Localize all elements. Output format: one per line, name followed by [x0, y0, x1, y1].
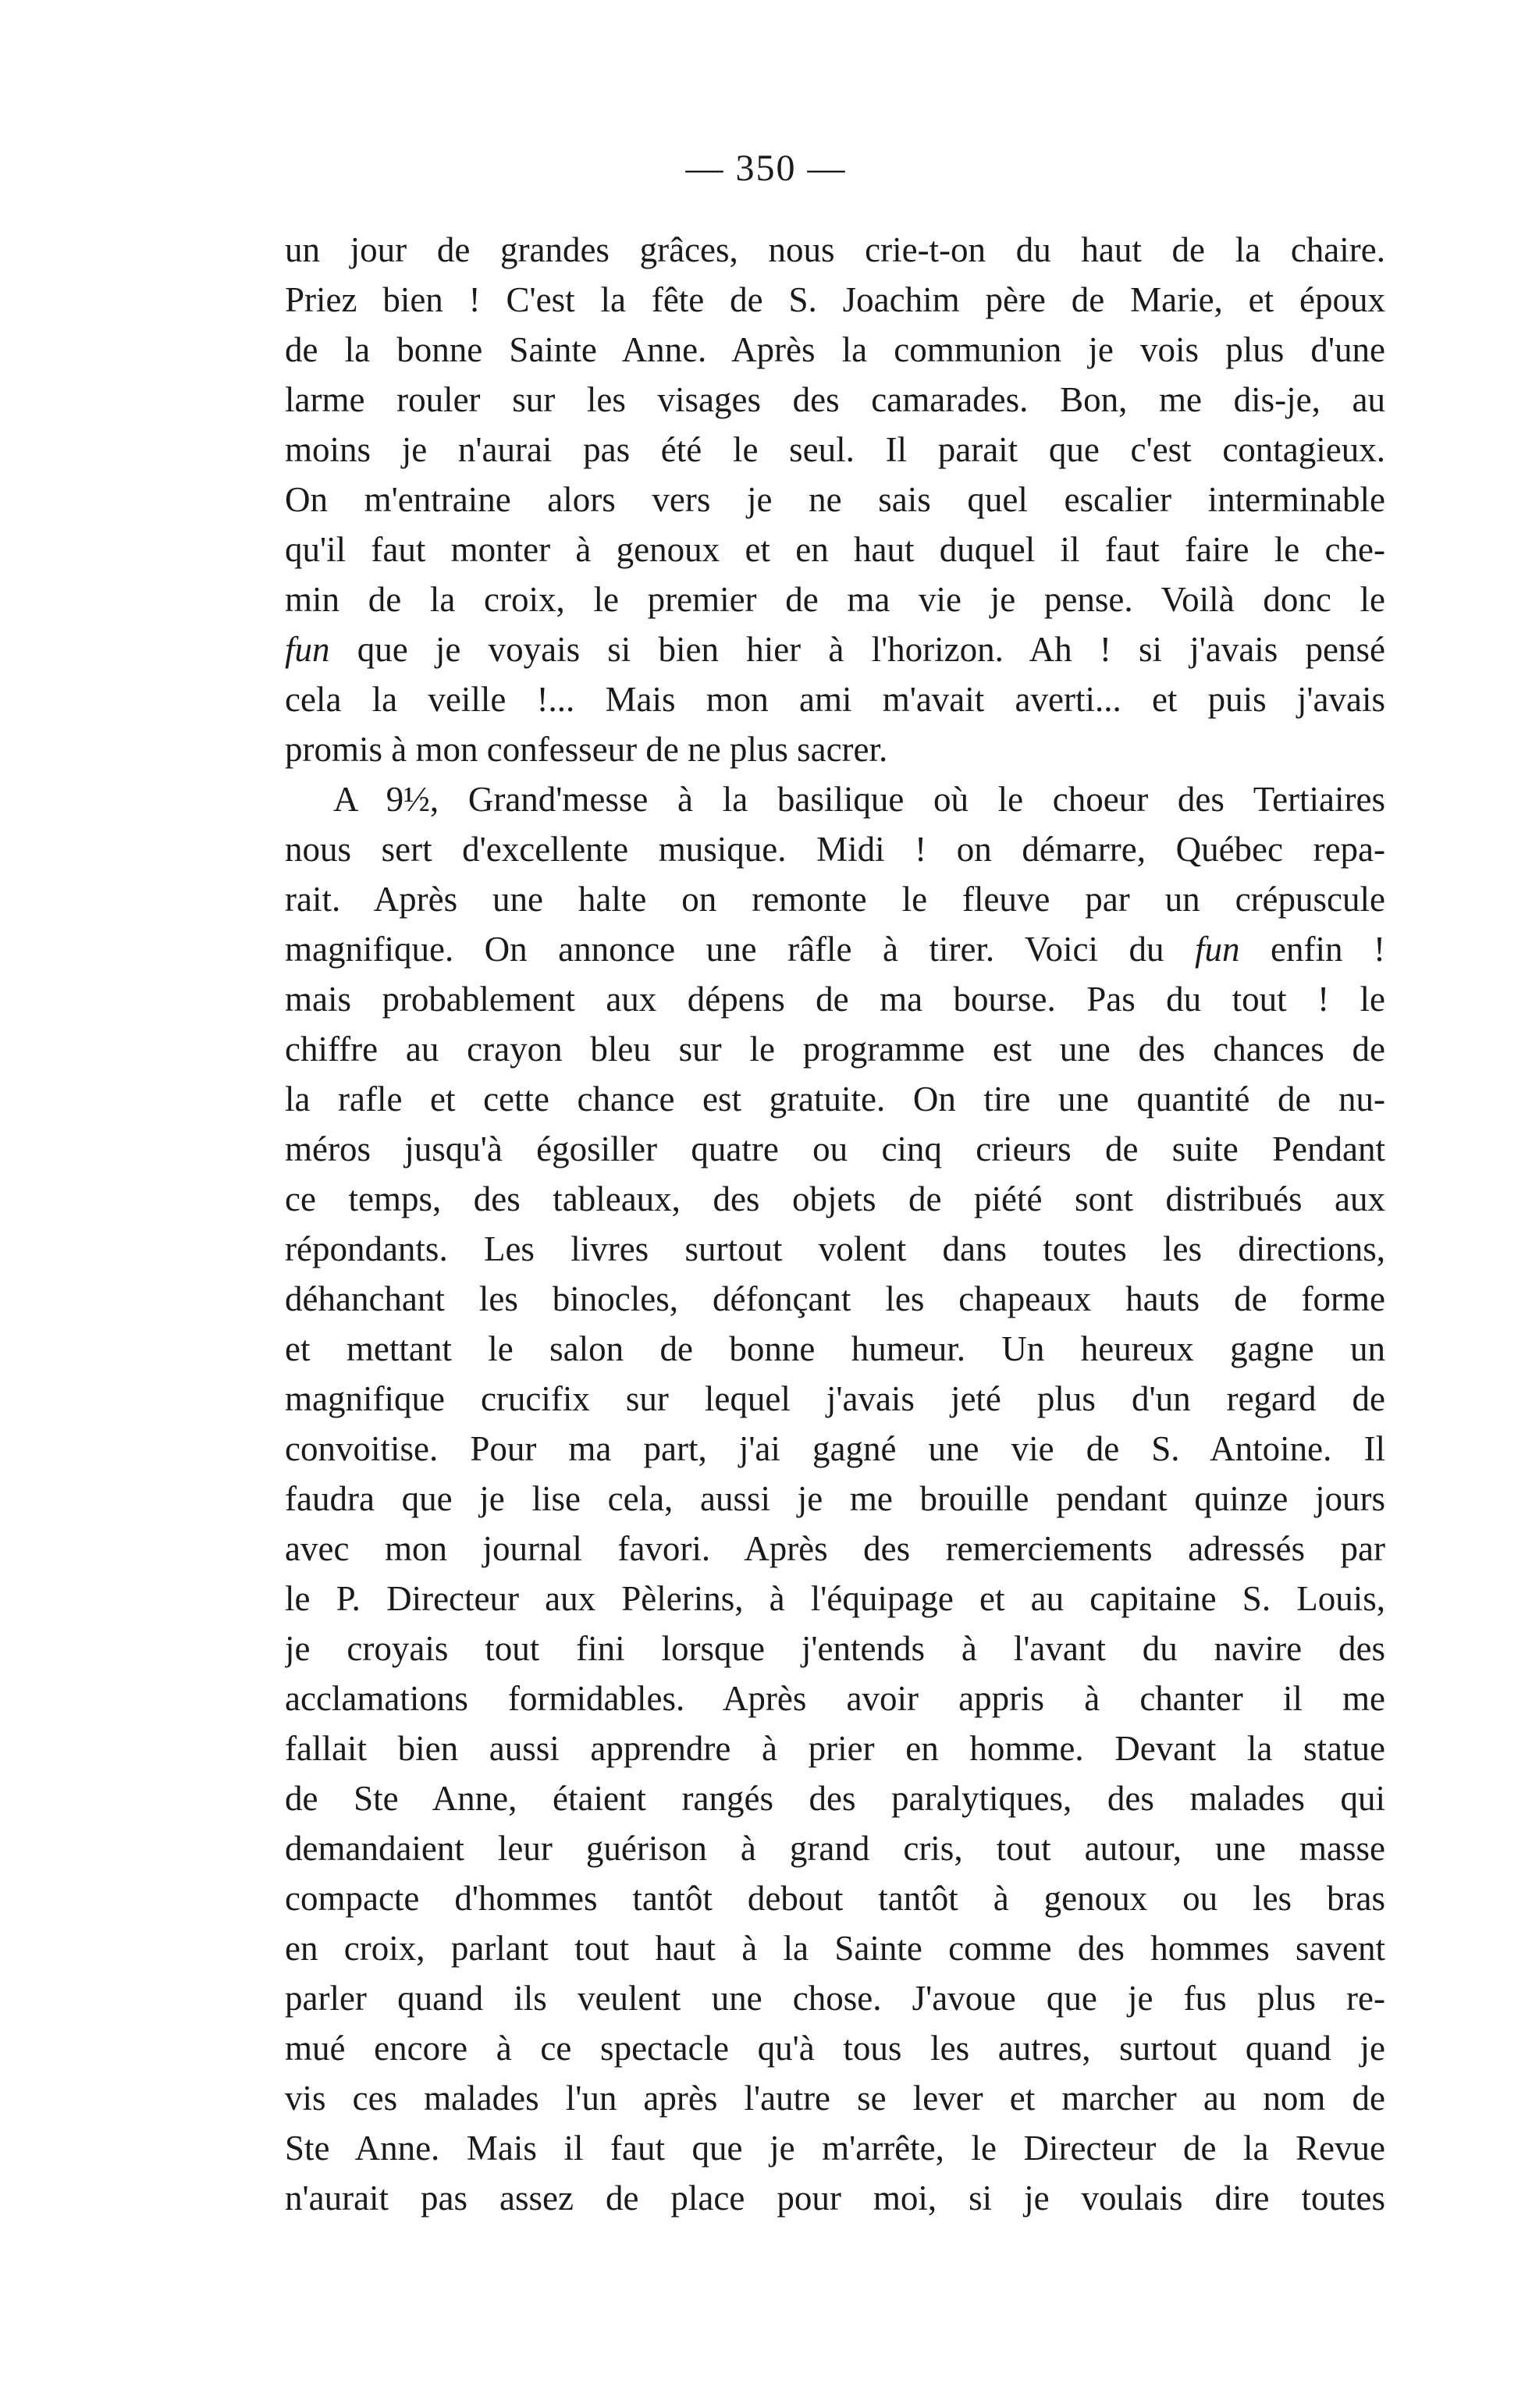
- text-line: de la bonne Sainte Anne. Après la communion je vois plus d'une: [285, 330, 1385, 369]
- text-line: qu'il faut monter à genoux et en haut duquel il faut faire le che-: [285, 530, 1385, 569]
- text-line: de Ste Anne, étaient rangés des paralytiques, des malades qui: [285, 1779, 1385, 1818]
- text-line: n'aurait pas assez de place pour moi, si je voulais dire toutes: [285, 2179, 1385, 2218]
- text-line: rait. Après une halte on remonte le fleuve par un crépuscule: [285, 880, 1385, 919]
- text-line: Ste Anne. Mais il faut que je m'arrête, le Directeur de la Revue: [285, 2129, 1385, 2168]
- text-line: larme rouler sur les visages des camarades. Bon, me dis-je, au: [285, 380, 1385, 419]
- text-line: faudra que je lise cela, aussi je me brouille pendant quinze jours: [285, 1479, 1385, 1518]
- text-line: convoitise. Pour ma part, j'ai gagné une vie de S. Antoine. Il: [285, 1429, 1385, 1468]
- text-line: fallait bien aussi apprendre à prier en homme. Devant la statue: [285, 1729, 1385, 1768]
- text-line: vis ces malades l'un après l'autre se lever et marcher au nom de: [285, 2079, 1385, 2118]
- italic-word: fun: [1195, 930, 1240, 969]
- text-line: On m'entraine alors vers je ne sais quel escalier interminable: [285, 480, 1385, 519]
- text-line: min de la croix, le premier de ma vie je pense. Voilà donc le: [285, 580, 1385, 619]
- text-line: demandaient leur guérison à grand cris, tout autour, une masse: [285, 1829, 1385, 1868]
- page-number: — 350 —: [685, 148, 847, 189]
- text-line: ce temps, des tableaux, des objets de piété sont distribués aux: [285, 1179, 1385, 1218]
- text-segment: que je voyais si bien hier à l'horizon. Ah ! si j'avais pensé: [329, 630, 1385, 669]
- text-line: acclamations formidables. Après avoir appris à chanter il me: [285, 1679, 1385, 1718]
- text-line: Priez bien ! C'est la fête de S. Joachim père de Marie, et époux: [285, 280, 1385, 319]
- text-line: [285, 624, 1385, 674]
- text-line: un jour de grandes grâces, nous crie-t-on du haut de la chaire.: [285, 230, 1385, 269]
- text-line: avec mon journal favori. Après des remerciements adressés par: [285, 1529, 1385, 1568]
- text-line: chiffre au crayon bleu sur le programme est une des chances de: [285, 1030, 1385, 1069]
- text-line: mué encore à ce spectacle qu'à tous les autres, surtout quand je: [285, 2029, 1385, 2068]
- text-line: et mettant le salon de bonne humeur. Un heureux gagne un: [285, 1329, 1385, 1368]
- text-line: A 9½, Grand'messe à la basilique où le choeur des Tertiaires: [333, 780, 1385, 819]
- text-line: le P. Directeur aux Pèlerins, à l'équipage et au capitaine S. Louis,: [285, 1579, 1385, 1618]
- text-line: mais probablement aux dépens de ma bourse. Pas du tout ! le: [285, 980, 1385, 1019]
- text-line: magnifique crucifix sur lequel j'avais jeté plus d'un regard de: [285, 1379, 1385, 1418]
- text-line: déhanchant les binocles, défonçant les chapeaux hauts de forme: [285, 1279, 1385, 1318]
- text-line: cela la veille !... Mais mon ami m'avait averti... et puis j'avais: [285, 680, 1385, 719]
- text-line: la rafle et cette chance est gratuite. On tire une quantité de nu-: [285, 1080, 1385, 1119]
- text-segment: magnifique. On annonce une râfle à tirer. Voici du: [285, 930, 1196, 969]
- text-segment: enfin !: [1239, 930, 1385, 969]
- text-line: répondants. Les livres surtout volent dans toutes les directions,: [285, 1229, 1385, 1268]
- text-line: promis à mon confesseur de ne plus sacrer.: [285, 730, 888, 769]
- text-line: compacte d'hommes tantôt debout tantôt à genoux ou les bras: [285, 1879, 1385, 1918]
- italic-word: fun: [285, 630, 330, 669]
- text-line: moins je n'aurai pas été le seul. Il parait que c'est contagieux.: [285, 430, 1385, 469]
- text-line: en croix, parlant tout haut à la Sainte comme des hommes savent: [285, 1929, 1385, 1968]
- text-line: nous sert d'excellente musique. Midi ! on démarre, Québec repa-: [285, 830, 1385, 869]
- text-line: je croyais tout fini lorsque j'entends à l'avant du navire des: [285, 1629, 1385, 1668]
- text-line: parler quand ils veulent une chose. J'avoue que je fus plus re-: [285, 1979, 1385, 2018]
- text-line: [285, 924, 1385, 974]
- text-line: méros jusqu'à égosiller quatre ou cinq crieurs de suite Pendant: [285, 1129, 1385, 1168]
- body-text: [285, 225, 1385, 2223]
